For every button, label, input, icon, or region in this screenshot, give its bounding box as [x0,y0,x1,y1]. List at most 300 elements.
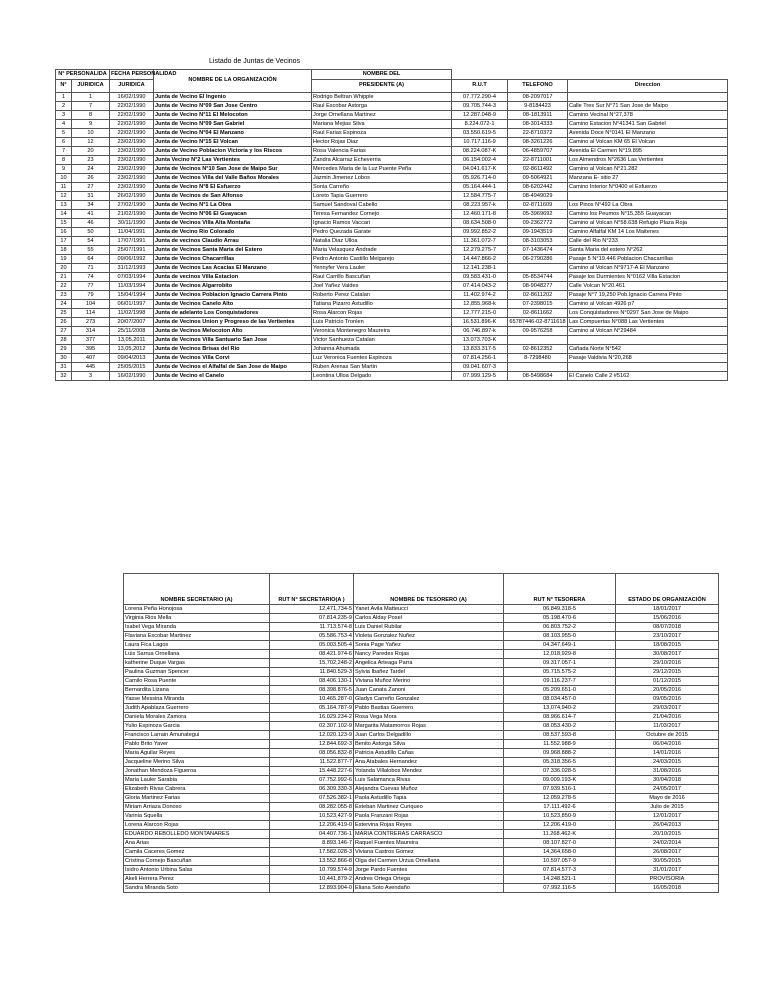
cell-fecha: 22/02/1990 [110,111,154,120]
cell-direccion: Los Almendros N°2636 Las Vertientes [568,156,728,165]
table-row [124,848,719,857]
table-row [124,650,719,659]
cell-organizacion: Junta de Vecino Poblacion Victoria y los Riscos [154,147,312,156]
cell-tesorero: Ana Atabales Hernandez [354,758,504,767]
cell-direccion: Pasaje 5 N°19.446 Poblacion Chacarrillas [568,255,728,264]
cell-estado: 31/01/2017 [616,866,719,875]
cell-fecha: 13,05,2011 [110,336,154,345]
table-row [56,336,728,345]
table-row [124,731,719,740]
cell-direccion: Camino los Peumos N°15,355 Guayacan [568,210,728,219]
table-row [56,111,728,120]
cell-secretario: Gloria Martinez Farias [124,794,270,803]
cell-row-number: 24 [56,300,72,309]
cell-telefono: 07-2398015 [508,300,568,309]
table-row [124,605,719,614]
cell-rut: 05.164.444-1 [452,183,508,192]
cell-rut-tesorero: 12.206.419-0 [504,821,616,830]
table-row [124,884,719,893]
cell-rut: 16.531.896-K [452,318,508,327]
cell-direccion: Avenida El Carmen N°19.895 [568,147,728,156]
cell-estado: 31/08/2016 [616,767,719,776]
cell-presidente: Rodrigo Beltran Whipple [312,93,452,102]
cell-row-number: 7 [56,147,72,156]
cell-presidente: Victor Sanhueza Catalan [312,336,452,345]
cell-tesorero: Gladys Carreño Gonzalez [354,695,504,704]
cell-organizacion: Junta de Vecinos Villa Alta Montaña [154,219,312,228]
cell-rut-secretario: 12.844.692-3 [270,740,354,749]
cell-rut: 12.279.275-7 [452,246,508,255]
cell-presidente: Raul Farias Espinoza [312,129,452,138]
cell-rut: 11.402.974-2 [452,291,508,300]
cell-tesorero: Luis Daniel Rubilar [354,623,504,632]
table-row [56,372,728,381]
cell-row-number: 13 [56,201,72,210]
cell-rut-tesorero: 12,018,929-8 [504,650,616,659]
cell-tesorero: MARIA CONTRERAS CARRASCO [354,830,504,839]
cell-rut: 07.414.043-2 [452,282,508,291]
cell-secretario: Pablo Brito Yaver [124,740,270,749]
cell-rut-secretario: 12.893.904-0 [270,884,354,893]
cell-organizacion: Junta de Vecino N°8 El Esfuerzo [154,183,312,192]
cell-rut: 03.550.619-5 [452,129,508,138]
cell-estado: Julio de 2015 [616,803,719,812]
cell-rut-secretario: 10.465.287-0 [270,695,354,704]
table-row [56,237,728,246]
cell-presidente: Teresa Fernandez Cornejo [312,210,452,219]
cell-fecha: 17/07/1991 [110,237,154,246]
cell-secretario: Virginia Rios Mella [124,614,270,623]
cell-presidente: Maria Velasquez Andrade [312,246,452,255]
cell-row-number: 16 [56,228,72,237]
cell-personalidad-juridica: 74 [72,273,110,282]
cell-organizacion: Junta de Vecinos Chacarrillas [154,255,312,264]
cell-rut: 12.460.171-8 [452,210,508,219]
cell-personalidad-juridica: 114 [72,309,110,318]
cell-row-number: 8 [56,156,72,165]
cell-rut-secretario: 11.840.529-3 [270,668,354,677]
cell-row-number: 18 [56,246,72,255]
cell-secretario: Isabel Vega Miranda [124,623,270,632]
table-row [124,767,719,776]
cell-row-number: 25 [56,309,72,318]
cell-rut-secretario: 10,441,879-2 [270,875,354,884]
cell-direccion: Camino Vecinal N°27,378 [568,111,728,120]
cell-secretario: Luis Sarrua Ornellana [124,650,270,659]
table-row [56,165,728,174]
cell-rut-secretario: 05.586.753-4 [270,632,354,641]
cell-secretario: Yulio Espinoza Garcia [124,722,270,731]
cell-rut-tesorero: 08.034.457-0 [504,695,616,704]
cell-direccion: Los Pinos N°492 La Obra [568,201,728,210]
cell-presidente: Rosa Valencia Farias [312,147,452,156]
cell-fecha: 31/12/1993 [110,264,154,273]
header-personalidad: N° PERSONALIDA [56,70,110,80]
cell-row-number: 21 [56,273,72,282]
cell-personalidad-juridica: 8 [72,111,110,120]
cell-presidente: Tatiana Pizarro Astudillo [312,300,452,309]
cell-tesorero: Estervina Rojas Reyes [354,821,504,830]
cell-row-number: 1 [56,93,72,102]
table-row [124,659,719,668]
cell-organizacion: Junta de Vecinos Las Acacias El Manzano [154,264,312,273]
cell-direccion: Camino al Volcan KM 65 El Volcan [568,138,728,147]
cell-rut-tesorero: 11.552.988-9 [504,740,616,749]
cell-estado: 29/10/2016 [616,659,719,668]
cell-organizacion: Junta de Vecinos N°10 San Jose de Maipo Sur [154,165,312,174]
table-row [56,156,728,165]
cell-fecha: 09/06/1992 [110,255,154,264]
cell-direccion: Calle del Rio N°233 [568,237,728,246]
cell-rut-tesorero: 07.814.577-3 [504,866,616,875]
cell-secretario: katherine Duque Vargas [124,659,270,668]
cell-rut-tesorero: 07.992.116-5 [504,884,616,893]
cell-rut: 12.584.775-7 [452,192,508,201]
cell-direccion: Camino al Volcan N°9717-A El Manzano [568,264,728,273]
cell-rut-secretario: 11.713.574-8 [270,623,354,632]
cell-fecha: 16/02/1990 [110,372,154,381]
cell-secretario: Bernardita Lizana [124,686,270,695]
cell-row-number: 31 [56,363,72,372]
table-header-row [124,574,719,605]
cell-presidente: Yennyfer Vera Lauler [312,264,452,273]
cell-presidente: Loreto Tapia Guerrero [312,192,452,201]
cell-tesorero: Margarita Matamorros Rojas [354,722,504,731]
table-row [124,677,719,686]
cell-direccion: Manzana E- sitio 27 [568,174,728,183]
cell-direccion: Las Compuertas N°088 Las Vertientes [568,318,728,327]
cell-organizacion: Junta de Vecino N°09 San Gabriel [154,120,312,129]
table-row [56,147,728,156]
cell-organizacion: Junta de Vecino N°04 El Manzano [154,129,312,138]
cell-direccion [568,363,728,372]
cell-fecha: 23/02/1990 [110,174,154,183]
cell-estado: 24/05/2017 [616,785,719,794]
cell-personalidad-juridica: 3 [72,372,110,381]
cell-presidente: Luis Patricio Tronlen [312,318,452,327]
cell-rut: 12.141.238-1 [452,264,508,273]
cell-rut-tesorero: 08.107.827-0 [504,839,616,848]
cell-row-number: 17 [56,237,72,246]
cell-presidente: Raul Carrillo Bascuñan [312,273,452,282]
cell-rut-tesorero: 08.053.430-2 [504,722,616,731]
cell-organizacion: Junta de vecinos Claudio Arrau [154,237,312,246]
cell-telefono: 08-2097017 [508,93,568,102]
cell-direccion: Pasaje los Durmientes N°0162 Villa Estacion [568,273,728,282]
cell-direccion [568,336,728,345]
cell-organizacion: Junta de vecinos Villa Estacion [154,273,312,282]
table-row [56,219,728,228]
table-row [56,354,728,363]
cell-tesorero: Patricia Astudillo Cañas [354,749,504,758]
cell-personalidad-juridica: 54 [72,237,110,246]
cell-fecha: 16/02/1990 [110,93,154,102]
table-row [124,794,719,803]
cell-personalidad-juridica: 31 [72,192,110,201]
cell-row-number: 19 [56,255,72,264]
cell-personalidad-juridica: 27 [72,183,110,192]
cell-fecha: 23/02/1990 [110,156,154,165]
cell-telefono: 08-3103053 [508,237,568,246]
table-row [56,363,728,372]
cell-telefono: 09-9576258 [508,327,568,336]
cell-telefono: 08-3014333 [508,120,568,129]
cell-row-number: 23 [56,291,72,300]
cell-personalidad-juridica: 12 [72,138,110,147]
cell-estado: 01/12/2015 [616,677,719,686]
cell-secretario: EDUARDO REBOLLEDO MONTANARES [124,830,270,839]
cell-presidente: Rosa Alarcon Rojas [312,309,452,318]
cell-rut-tesorero: 10,523,850-9 [504,812,616,821]
cell-estado: 20/10/2015 [616,830,719,839]
cell-secretario: Elizabeth Rivas Cabrera [124,785,270,794]
cell-estado: 30/05/2015 [616,857,719,866]
cell-presidente: Veronica Montenegro Maureira [312,327,452,336]
cell-tesorero: Olga del Carmen Urzua Ornellana [354,857,504,866]
cell-estado: 21/04/2016 [616,713,719,722]
cell-rut-tesorero: 17.111.492-6 [504,803,616,812]
cell-telefono: 02-8611202 [508,291,568,300]
cell-personalidad-juridica: 46 [72,219,110,228]
cell-rut-secretario: 07.526.382-1 [270,794,354,803]
header-rut: R.U.T [452,80,508,93]
cell-rut-secretario: 13.552.866-8 [270,857,354,866]
table-row [124,866,719,875]
cell-presidente: Jazmin Jimenez Lobos [312,174,452,183]
cell-organizacion: Junta de Vecinos Villa Corvi [154,354,312,363]
table-row [124,776,719,785]
cell-tesorero: Rosa Vega Mora [354,713,504,722]
cell-direccion: Los Conquistadores N°0297 San Jose de Maipo [568,309,728,318]
cell-personalidad-juridica: 24 [72,165,110,174]
cell-presidente: Raul Escobar Astorga [312,102,452,111]
cell-tesorero: Alejandra Cuevas Muñoz [354,785,504,794]
table-row [124,614,719,623]
cell-personalidad-juridica: 104 [72,300,110,309]
juntas-table-body [56,93,728,381]
cell-secretario: Daniela Morales Zamora [124,713,270,722]
cell-telefono: 08-1813911 [508,111,568,120]
cell-estado: PROVISORIA [616,875,719,884]
cell-estado: 11/03/2017 [616,722,719,731]
cell-tesorero: Paola Franzani Rojas [354,812,504,821]
table-row [56,102,728,111]
cell-rut: 13.833.317-5 [452,345,508,354]
cell-estado: 24/03/2015 [616,758,719,767]
cell-rut: 12.287.048-9 [452,111,508,120]
cell-personalidad-juridica: 445 [72,363,110,372]
cell-telefono: 02-8611662 [508,309,568,318]
cell-direccion: Pasaje Valdivia N°20,268 [568,354,728,363]
cell-estado: 20/05/2016 [616,686,719,695]
cell-tesorero: Juan Canata Zanoni [354,686,504,695]
cell-rut: 09.583.431-0 [452,273,508,282]
cell-estado: Mayo de 2016 [616,794,719,803]
header-rut-secretario: RUT N° SECRETARIO(A ) [270,574,354,605]
table-row [56,300,728,309]
cell-tesorero: Benito Astorga Silva [354,740,504,749]
cell-secretario: Paulina Guzman Spencer [124,668,270,677]
table-row [124,713,719,722]
table-row [56,228,728,237]
cell-presidente: Mercedes Maria de la Luz Puente Peña [312,165,452,174]
table-row [124,857,719,866]
cell-estado: 26/04/2013 [616,821,719,830]
cell-personalidad-juridica: 9 [72,120,110,129]
cell-organizacion: Junta de Vecino N°06 El Guayacan [154,210,312,219]
table-row [56,210,728,219]
table-row [56,309,728,318]
cell-tesorero: Raquel Fuentes Maureira [354,839,504,848]
cell-rut: 8.224.072-1 [452,120,508,129]
cell-tesorero: Esteban Martinez Curiqueo [354,803,504,812]
cell-estado: 15/06/2016 [616,614,719,623]
cell-personalidad-juridica: 50 [72,228,110,237]
cell-tesorero: Yanet Avila Matteucci [354,605,504,614]
cell-direccion: Camino Estacion N°41341 San Gabriel [568,120,728,129]
cell-organizacion: Junta de Vecino El Ingenio [154,93,312,102]
cell-organizacion: Junta de Vecino N°1 La Obra [154,201,312,210]
cell-estado: 29/03/2017 [616,704,719,713]
cell-tesorero: Sylvia Ibañez Tardel [354,668,504,677]
cell-estado: 18/01/2017 [616,605,719,614]
cell-personalidad-juridica: 23 [72,156,110,165]
cell-secretario: Isidro Antonio Urbina Salas [124,866,270,875]
header-juridica-2: JURIDICA [110,80,154,93]
cell-organizacion: Junta de Vecinos Poblacion Ignacio Carrera Pinto [154,291,312,300]
cell-row-number: 15 [56,219,72,228]
cell-telefono: 06-4859707 [508,147,568,156]
cell-rut: 06.154.002-4 [452,156,508,165]
header-telefono: TELEFONO [508,80,568,93]
cell-personalidad-juridica: 41 [72,210,110,219]
table-row [124,875,719,884]
cell-rut-tesorero: 12.059.278-5 [504,794,616,803]
cell-tesorero: Pablo Bastias Guerrero [354,704,504,713]
table-row [124,830,719,839]
table-row [56,327,728,336]
cell-rut: 05.926.714-0 [452,174,508,183]
cell-direccion [568,192,728,201]
table-row [56,246,728,255]
cell-estado: Octubre de 2015 [616,731,719,740]
cell-secretario: Akeli Herrera Perez [124,875,270,884]
table-row [56,183,728,192]
cell-organizacion: Junta de Vecino el Canelo [154,372,312,381]
cell-rut: 09.992.852-2 [452,228,508,237]
cell-rut-tesorero: 13,074,940-2 [504,704,616,713]
cell-rut-secretario: 15,702,248-2 [270,659,354,668]
cell-organizacion: Junta Vecino N°2 Las Vertientes [154,156,312,165]
cell-telefono: 65787446-02-8711618 [509,319,566,325]
cell-rut: 07.999.129-5 [452,372,508,381]
directiva-table-body [124,605,719,893]
cell-row-number: 3 [56,111,72,120]
cell-secretario: Yasse Messina Miranda [124,695,270,704]
cell-direccion: Camino al Volcan 4926 p7 [568,300,728,309]
cell-row-number: 11 [56,183,72,192]
table-row [124,749,719,758]
cell-secretario: Judith Apablaza Guerrero [124,704,270,713]
cell-fecha: 23/02/1990 [110,165,154,174]
cell-telefono: 05-3969692 [508,210,568,219]
cell-rut-secretario: 08.406.130-1 [270,677,354,686]
cell-personalidad-juridica: 26 [72,174,110,183]
cell-organizacion: Junta de Vecinos Union y Progreso de las Vertientes [154,318,312,327]
cell-fecha: 11/02/1998 [110,309,154,318]
cell-telefono: 02-8612352 [508,345,568,354]
cell-estado: 16/05/2018 [616,884,719,893]
cell-rut-tesorero: 05.318.356-5 [504,758,616,767]
cell-direccion: Cañada Norte N°542 [568,345,728,354]
cell-secretario: Miriam Arriaza Donoso [124,803,270,812]
cell-presidente: Zandra Alcarraz Echeverria [312,156,452,165]
cell-rut-tesorero: 07.939.516-1 [504,785,616,794]
cell-secretario: Lorena Peña Honojosa [124,605,270,614]
cell-fecha: 23/02/1990 [110,138,154,147]
cell-telefono [508,336,568,345]
cell-fecha: 20/07/2007 [110,318,154,327]
cell-rut: 07.772.290-4 [452,93,508,102]
table-row [124,695,719,704]
cell-tesorero: Paola Astudillo Tapia [354,794,504,803]
cell-rut-tesorero: 09.116.237-7 [504,677,616,686]
table-row [56,138,728,147]
cell-presidente: Joel Yañez Valdes [312,282,452,291]
cell-telefono: 08-6202442 [508,183,568,192]
header-n: N° [56,80,72,93]
cell-rut-secretario: 08.398.876-5 [270,686,354,695]
cell-rut-tesorero: 09.317.057-1 [504,659,616,668]
cell-rut-secretario: 8.893.146-7 [270,839,354,848]
cell-organizacion: Junta de Vecinos Melocoton Alto [154,327,312,336]
cell-telefono: 8-7298480 [508,354,568,363]
cell-organizacion: Junta de Vecinos Canelo Alto [154,300,312,309]
directiva-table [123,573,719,893]
cell-row-number: 29 [56,345,72,354]
cell-direccion: Camino al Volcan N°21.282 [568,165,728,174]
table-row [124,704,719,713]
cell-row-number: 27 [56,327,72,336]
table-row [124,623,719,632]
cell-rut-secretario: 05.003.505-4 [270,641,354,650]
table-row [56,93,728,102]
table-row [56,120,728,129]
cell-rut-secretario: 15.448.227-6 [270,767,354,776]
cell-organizacion: Junta de Vecinos Brisas del Rio [154,345,312,354]
cell-tesorero: Viviana Muñoz Merino [354,677,504,686]
juntas-table [55,69,728,381]
cell-fecha: 09/04/2013 [110,354,154,363]
cell-row-number: 6 [56,138,72,147]
cell-fecha: 22/02/1990 [110,129,154,138]
cell-estado: 08/07/2018 [616,623,719,632]
cell-row-number: 32 [56,372,72,381]
cell-secretario: Camila Caceres Gomez [124,848,270,857]
cell-direccion: Camino al Volcan N°58.638 Refugio Plaza Roja [568,219,728,228]
header-rut-tesorera: RUT N° TESORERA [504,574,616,605]
cell-rut-secretario: 10,523,427-9 [270,812,354,821]
table-row [124,812,719,821]
cell-tesorero: Sonia Page Yañez [354,641,504,650]
cell-secretario: Camilo Rosa Puente [124,677,270,686]
cell-tesorero: Yolanda Villalobos Mendez [354,767,504,776]
cell-fecha: 27/02/1990 [110,201,154,210]
cell-fecha: 13,05,2012 [110,345,154,354]
cell-telefono: 08-4949029 [508,192,568,201]
cell-rut-tesorero: 07.336.028-5 [504,767,616,776]
cell-fecha: 26/02/1990 [110,192,154,201]
